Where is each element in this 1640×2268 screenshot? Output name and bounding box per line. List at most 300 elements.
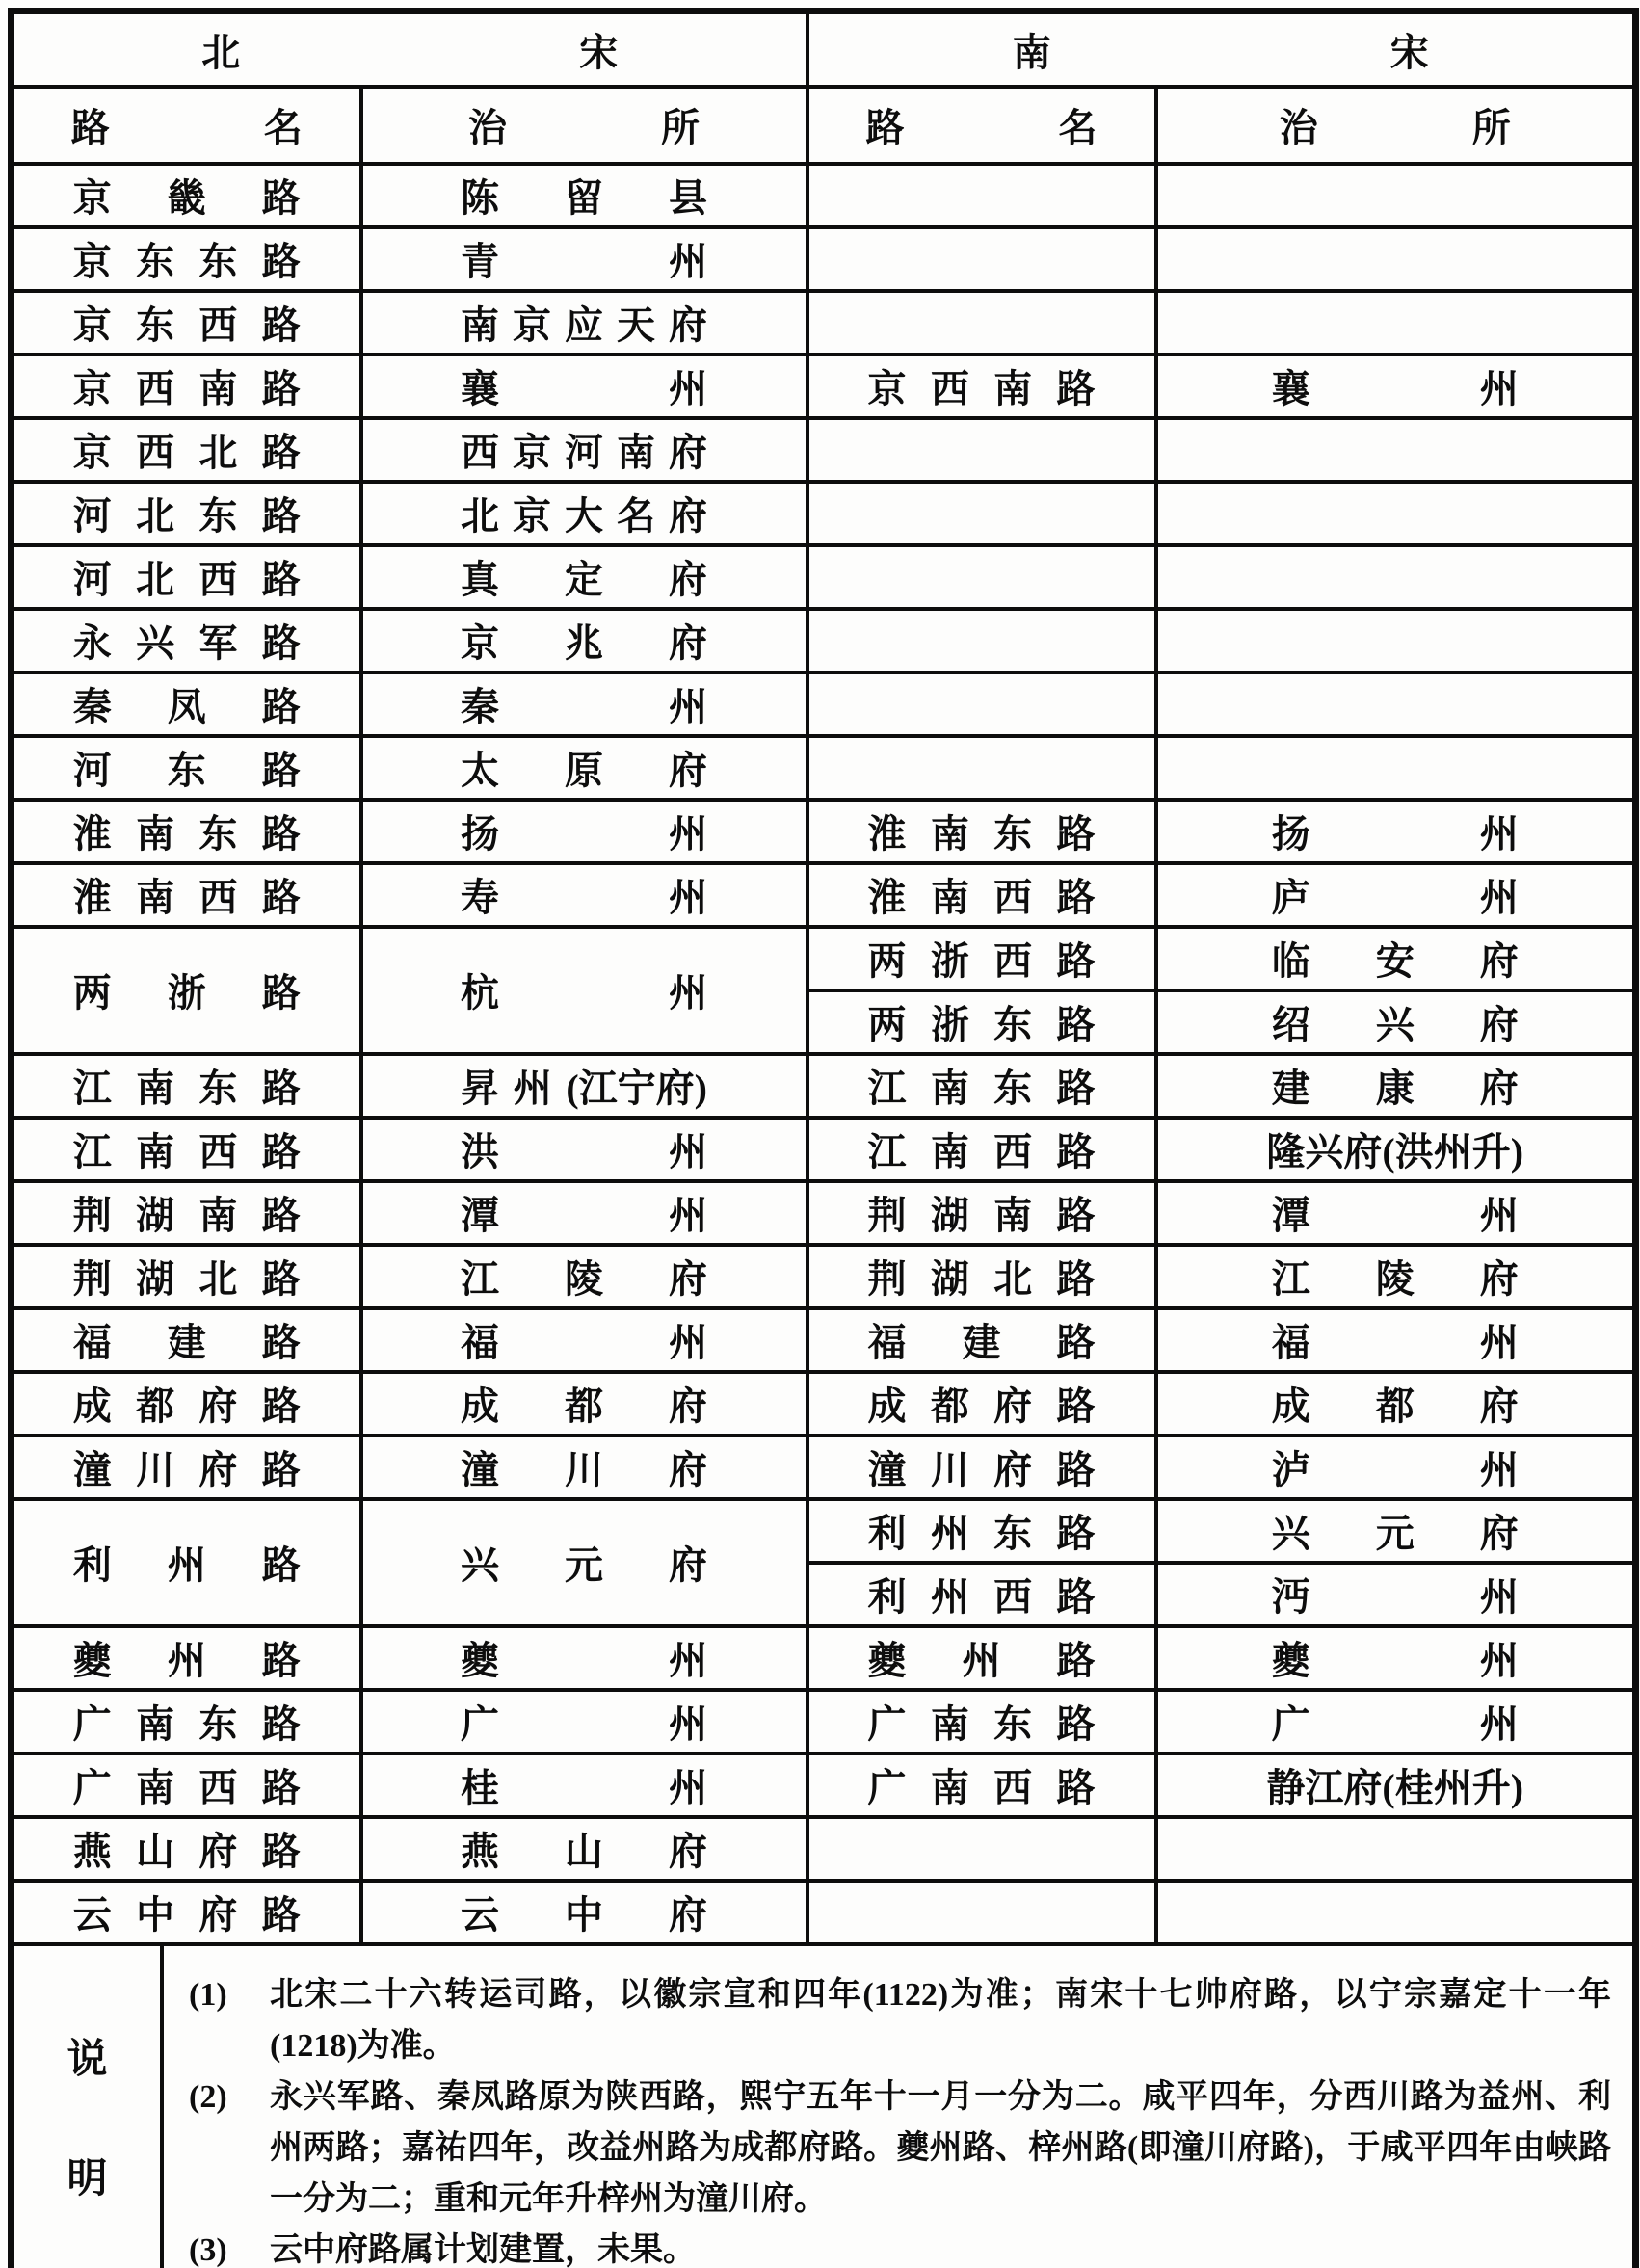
char: 广 bbox=[867, 1702, 907, 1746]
seat-text bbox=[1272, 1567, 1519, 1622]
char: 路 bbox=[261, 558, 301, 601]
char: 江 bbox=[1305, 1766, 1344, 1809]
route-text bbox=[73, 613, 301, 668]
char: 兴 bbox=[461, 1543, 499, 1587]
char: 荆 bbox=[867, 1194, 907, 1237]
char: 南 bbox=[136, 876, 175, 919]
route-text bbox=[73, 1694, 301, 1749]
seat-text bbox=[1272, 1439, 1519, 1494]
char: 州 bbox=[930, 1512, 969, 1555]
char: 府 bbox=[993, 1385, 1033, 1428]
char: 路 bbox=[1056, 1385, 1096, 1428]
char: 江 bbox=[72, 1130, 112, 1174]
seat-text bbox=[1272, 1630, 1519, 1685]
seat-text bbox=[1272, 867, 1519, 922]
char: 路 bbox=[261, 1448, 301, 1491]
char: 宋 bbox=[579, 30, 619, 74]
note-text: 永兴军路、秦凤路原为陕西路，熙宁五年十一月一分为二。咸平四年，分西川路为益州、利州两路；嘉祐四年，改益州路为成都府路。夔州路、梓州路(即潼川府路)，于咸平四年由峡路一分为二；重和元年升梓州为潼川府。 bbox=[270, 2078, 1611, 2217]
char: 湖 bbox=[930, 1194, 969, 1237]
seat-text bbox=[1272, 358, 1519, 413]
char: 州 bbox=[669, 812, 707, 856]
char: 西 bbox=[930, 367, 969, 410]
char: 西 bbox=[198, 1130, 238, 1174]
seat-cell bbox=[1156, 1372, 1636, 1436]
char: 路 bbox=[1056, 876, 1096, 919]
note-item bbox=[164, 2071, 1611, 2225]
char: 襄 bbox=[1271, 367, 1310, 410]
seat-text bbox=[461, 1185, 707, 1240]
char: 宋 bbox=[1389, 30, 1429, 74]
char: 州 bbox=[1479, 1194, 1519, 1237]
char: 西 bbox=[198, 1766, 238, 1809]
route-cell bbox=[12, 1118, 361, 1181]
route-cell bbox=[12, 863, 361, 927]
char: 成 bbox=[1271, 1385, 1310, 1428]
char: 州 bbox=[1479, 1702, 1519, 1746]
char: 东 bbox=[993, 1003, 1033, 1046]
seat-cell bbox=[361, 927, 807, 1054]
seat-cell bbox=[1156, 1563, 1636, 1626]
seat-text bbox=[461, 676, 707, 731]
char: 夔 bbox=[461, 1639, 499, 1682]
route-cell bbox=[807, 1499, 1156, 1563]
char: 州 bbox=[669, 1702, 707, 1746]
char: 北 bbox=[461, 494, 499, 538]
route-text bbox=[73, 1439, 301, 1494]
char: 州 bbox=[1479, 1321, 1519, 1364]
seat-text bbox=[461, 1630, 707, 1685]
char: 府 bbox=[669, 1830, 707, 1873]
char: 州 bbox=[930, 1575, 969, 1619]
char: 两 bbox=[867, 1003, 907, 1046]
route-text bbox=[73, 231, 301, 286]
char: 燕 bbox=[461, 1830, 499, 1873]
char: 湖 bbox=[930, 1257, 969, 1301]
char: 京 bbox=[72, 431, 112, 474]
char: 路 bbox=[261, 621, 301, 665]
char: 东 bbox=[198, 1067, 238, 1110]
char: 山 bbox=[565, 1830, 603, 1873]
route-text bbox=[868, 994, 1096, 1049]
seat-text bbox=[461, 231, 707, 286]
route-text bbox=[73, 1885, 301, 1939]
seat-cell bbox=[361, 800, 807, 863]
char: 治 bbox=[468, 106, 507, 149]
char: (江宁府) bbox=[566, 1067, 707, 1110]
route-cell bbox=[807, 418, 1156, 482]
char: 州 bbox=[669, 367, 707, 410]
route-cell bbox=[807, 927, 1156, 990]
seat-cell bbox=[1156, 672, 1636, 736]
seat-text bbox=[1272, 1249, 1519, 1304]
char: 京 bbox=[72, 303, 112, 347]
route-cell bbox=[807, 1181, 1156, 1245]
char: 东 bbox=[198, 494, 238, 538]
char: 路 bbox=[1056, 1702, 1096, 1746]
route-cell bbox=[12, 1054, 361, 1118]
seat-cell bbox=[361, 672, 807, 736]
table-row bbox=[12, 672, 1636, 736]
seat-cell bbox=[1156, 227, 1636, 291]
char: 定 bbox=[565, 558, 603, 601]
char: 州 bbox=[167, 1639, 206, 1682]
note-number: (1) bbox=[189, 1976, 227, 2013]
route-cell bbox=[807, 609, 1156, 672]
notes-section bbox=[12, 1944, 1636, 2268]
char: 西 bbox=[198, 876, 238, 919]
seat-text bbox=[461, 1535, 707, 1590]
table-row bbox=[12, 800, 1636, 863]
char: 兆 bbox=[565, 621, 603, 665]
notes-label bbox=[14, 1946, 164, 2268]
notes-cell bbox=[12, 1944, 1636, 2268]
seat-text bbox=[461, 1694, 707, 1749]
char: 成 bbox=[72, 1385, 112, 1428]
char: 南 bbox=[136, 1766, 175, 1809]
char: 东 bbox=[993, 1702, 1033, 1746]
route-text bbox=[73, 549, 301, 604]
char: 成 bbox=[867, 1385, 907, 1428]
char: 州 bbox=[669, 1321, 707, 1364]
char: 府 bbox=[993, 1448, 1033, 1491]
char: 南 bbox=[930, 1067, 969, 1110]
table-row bbox=[12, 164, 1636, 227]
route-cell bbox=[807, 863, 1156, 927]
header-south-song bbox=[807, 12, 1636, 87]
char: 路 bbox=[261, 1543, 301, 1587]
char: 广 bbox=[461, 1702, 499, 1746]
char: 州 bbox=[1479, 876, 1519, 919]
char: 州 bbox=[1479, 1448, 1519, 1491]
char: 潼 bbox=[867, 1448, 907, 1491]
seat-text bbox=[461, 1885, 707, 1939]
char: 都 bbox=[930, 1385, 969, 1428]
char: 秦 bbox=[72, 685, 112, 728]
char: 路 bbox=[261, 1702, 301, 1746]
char: 州 bbox=[669, 240, 707, 283]
route-text bbox=[868, 1694, 1096, 1749]
char: 京 bbox=[72, 176, 112, 220]
seat-cell bbox=[361, 227, 807, 291]
route-cell bbox=[807, 1817, 1156, 1881]
char: 东 bbox=[993, 812, 1033, 856]
table-row bbox=[12, 291, 1636, 355]
char: 府 bbox=[1479, 1385, 1519, 1428]
char: 福 bbox=[461, 1321, 499, 1364]
note-text: 北宋二十六转运司路，以徽宗宣和四年(1122)为准；南宋十七帅府路，以宁宗嘉定十一年(1218)为准。 bbox=[270, 1976, 1611, 2064]
seat-text bbox=[461, 740, 707, 795]
seat-cell bbox=[1156, 1881, 1636, 1944]
route-text bbox=[868, 1249, 1096, 1304]
char: 川 bbox=[136, 1448, 175, 1491]
char: 南 bbox=[930, 1766, 969, 1809]
char: 中 bbox=[565, 1893, 603, 1937]
seat-text bbox=[461, 1249, 707, 1304]
char: 路 bbox=[261, 176, 301, 220]
char: 建 bbox=[962, 1321, 1001, 1364]
seat-cell bbox=[1156, 545, 1636, 609]
route-text bbox=[73, 804, 301, 858]
seat-text bbox=[461, 1312, 707, 1367]
route-text bbox=[73, 1757, 301, 1812]
table-row bbox=[12, 1626, 1636, 1690]
char: 中 bbox=[136, 1893, 175, 1937]
char: 府 bbox=[669, 558, 707, 601]
char: 潭 bbox=[461, 1194, 499, 1237]
seat-text bbox=[461, 422, 707, 477]
route-cell bbox=[12, 609, 361, 672]
route-text bbox=[868, 1121, 1096, 1176]
table-row bbox=[12, 1054, 1636, 1118]
route-text bbox=[73, 1185, 301, 1240]
route-cell bbox=[807, 990, 1156, 1054]
char: 名 bbox=[617, 494, 655, 538]
char: 陵 bbox=[565, 1257, 603, 1301]
char: 潼 bbox=[72, 1448, 112, 1491]
route-text bbox=[868, 1376, 1096, 1431]
note-item bbox=[164, 2225, 1611, 2268]
seat-text bbox=[461, 1058, 707, 1113]
route-cell bbox=[807, 1245, 1156, 1308]
char: 府 bbox=[198, 1830, 238, 1873]
column-header-seat-north bbox=[361, 87, 807, 164]
seat-cell bbox=[361, 1372, 807, 1436]
char: 路 bbox=[70, 106, 110, 149]
char: 县 bbox=[669, 176, 707, 220]
seat-cell bbox=[1156, 800, 1636, 863]
seat-cell bbox=[1156, 1754, 1636, 1817]
char: 江 bbox=[461, 1257, 499, 1301]
char: 河 bbox=[565, 431, 603, 474]
char: 利 bbox=[867, 1512, 907, 1555]
route-text bbox=[73, 358, 301, 413]
char: 府 bbox=[669, 1448, 707, 1491]
route-text bbox=[73, 486, 301, 541]
char: 西 bbox=[993, 876, 1033, 919]
char: 州 bbox=[669, 685, 707, 728]
seat-text bbox=[461, 1821, 707, 1876]
char: 江 bbox=[72, 1067, 112, 1110]
route-cell bbox=[807, 355, 1156, 418]
char: 大 bbox=[565, 494, 603, 538]
char: 南 bbox=[993, 1194, 1033, 1237]
char: 元 bbox=[1375, 1512, 1415, 1555]
route-cell bbox=[12, 291, 361, 355]
char: 隆 bbox=[1266, 1130, 1306, 1174]
table-row bbox=[12, 927, 1636, 990]
table-row bbox=[12, 1245, 1636, 1308]
char: 路 bbox=[261, 1321, 301, 1364]
char: 安 bbox=[1375, 939, 1415, 983]
char: 元 bbox=[565, 1543, 603, 1587]
route-text bbox=[868, 1439, 1096, 1494]
char: 路 bbox=[1056, 1766, 1096, 1809]
char: 东 bbox=[993, 1512, 1033, 1555]
seat-text bbox=[1272, 1503, 1519, 1558]
char: 浙 bbox=[930, 1003, 969, 1046]
char: 东 bbox=[198, 812, 238, 856]
notes-row bbox=[12, 1944, 1636, 2268]
route-cell bbox=[12, 482, 361, 545]
char: 淮 bbox=[867, 876, 907, 919]
char: 福 bbox=[1271, 1321, 1310, 1364]
route-cell bbox=[12, 418, 361, 482]
char: 浙 bbox=[167, 971, 206, 1015]
char: 南 bbox=[617, 431, 655, 474]
char: 湖 bbox=[136, 1257, 175, 1301]
char: 南 bbox=[136, 1702, 175, 1746]
char: 路 bbox=[1056, 1575, 1096, 1619]
table-row bbox=[12, 1372, 1636, 1436]
seat-cell bbox=[361, 1626, 807, 1690]
seat-cell bbox=[361, 1436, 807, 1499]
seat-cell bbox=[1156, 1181, 1636, 1245]
route-cell bbox=[12, 227, 361, 291]
char: 两 bbox=[72, 971, 112, 1015]
seat-cell bbox=[361, 1817, 807, 1881]
route-cell bbox=[807, 800, 1156, 863]
seat-cell bbox=[1156, 1690, 1636, 1754]
route-cell bbox=[12, 672, 361, 736]
char: 天 bbox=[617, 303, 655, 347]
header-north-song bbox=[12, 12, 807, 87]
char: 西 bbox=[198, 303, 238, 347]
char: 南 bbox=[136, 1130, 175, 1174]
char: 陈 bbox=[461, 176, 499, 220]
char: 府 bbox=[669, 1893, 707, 1937]
seat-cell bbox=[1156, 418, 1636, 482]
char: 府 bbox=[1479, 1257, 1519, 1301]
char: 江 bbox=[1271, 1257, 1310, 1301]
char: 东 bbox=[993, 1067, 1033, 1110]
char: 凤 bbox=[167, 685, 206, 728]
char: 府 bbox=[669, 621, 707, 665]
char: 路 bbox=[261, 431, 301, 474]
route-cell bbox=[12, 1754, 361, 1817]
char: 太 bbox=[461, 749, 499, 792]
char: 夔 bbox=[1271, 1639, 1310, 1682]
route-text bbox=[868, 358, 1096, 413]
char: 南 bbox=[930, 1130, 969, 1174]
route-text bbox=[73, 1312, 301, 1367]
char: 湖 bbox=[136, 1194, 175, 1237]
char: 府 bbox=[669, 494, 707, 538]
route-cell bbox=[807, 291, 1156, 355]
char: 府 bbox=[669, 1257, 707, 1301]
seat-text bbox=[1272, 1312, 1519, 1367]
char: 府 bbox=[669, 303, 707, 347]
route-cell bbox=[807, 545, 1156, 609]
column-header-seat-text bbox=[1280, 97, 1511, 152]
route-text bbox=[73, 1535, 301, 1590]
route-cell bbox=[12, 1372, 361, 1436]
char: 南 bbox=[930, 1702, 969, 1746]
char: 州 bbox=[1479, 812, 1519, 856]
char: 州 bbox=[513, 1067, 552, 1110]
char: 所 bbox=[1471, 106, 1511, 149]
char: 东 bbox=[167, 749, 206, 792]
route-text bbox=[73, 1121, 301, 1176]
notes-body bbox=[164, 1946, 1632, 2268]
char: 府 bbox=[198, 1893, 238, 1937]
char: 静 bbox=[1266, 1766, 1306, 1809]
route-cell bbox=[807, 1881, 1156, 1944]
seat-text bbox=[461, 1439, 707, 1494]
char: 扬 bbox=[1271, 812, 1310, 856]
seat-cell bbox=[1156, 927, 1636, 990]
seat-text bbox=[1272, 1185, 1519, 1240]
char: 西 bbox=[461, 431, 499, 474]
route-cell bbox=[12, 164, 361, 227]
char: 府 bbox=[1479, 939, 1519, 983]
column-header-seat-text bbox=[468, 97, 700, 152]
seat-cell bbox=[361, 1181, 807, 1245]
char: 北 bbox=[136, 558, 175, 601]
char: 江 bbox=[867, 1130, 907, 1174]
char: 扬 bbox=[461, 812, 499, 856]
seat-cell bbox=[361, 164, 807, 227]
char: 京 bbox=[72, 367, 112, 410]
char: 荆 bbox=[867, 1257, 907, 1301]
char: 南 bbox=[136, 1067, 175, 1110]
seat-cell bbox=[361, 1499, 807, 1626]
char: 北 bbox=[198, 431, 238, 474]
char: 兴 bbox=[1271, 1512, 1310, 1555]
table-row bbox=[12, 1499, 1636, 1563]
char: 路 bbox=[261, 1130, 301, 1174]
char: 府 bbox=[669, 1385, 707, 1428]
route-text bbox=[73, 1376, 301, 1431]
char: 西 bbox=[136, 367, 175, 410]
seat-cell bbox=[1156, 291, 1636, 355]
char: 南 bbox=[930, 812, 969, 856]
char: 临 bbox=[1271, 939, 1310, 983]
route-text bbox=[868, 1503, 1096, 1558]
char: 西 bbox=[993, 1130, 1033, 1174]
char: 京 bbox=[867, 367, 907, 410]
char: 南 bbox=[930, 876, 969, 919]
char: 路 bbox=[1056, 1512, 1096, 1555]
char: 昇 bbox=[461, 1067, 499, 1110]
char: 路 bbox=[261, 749, 301, 792]
seat-text bbox=[1272, 1376, 1519, 1431]
char: 川 bbox=[930, 1448, 969, 1491]
char: 东 bbox=[198, 240, 238, 283]
column-header-seat-south bbox=[1156, 87, 1636, 164]
char: 兴 bbox=[1375, 1003, 1415, 1046]
char: 府 bbox=[1479, 1003, 1519, 1046]
seat-cell bbox=[361, 1118, 807, 1181]
char: 北 bbox=[136, 494, 175, 538]
route-cell bbox=[807, 164, 1156, 227]
seat-cell bbox=[1156, 1626, 1636, 1690]
char: 府 bbox=[1479, 1067, 1519, 1110]
char: 路 bbox=[1056, 1130, 1096, 1174]
notes-wrap bbox=[14, 1946, 1632, 2268]
route-cell bbox=[807, 227, 1156, 291]
note-number: (3) bbox=[189, 2231, 227, 2268]
char: 西 bbox=[198, 558, 238, 601]
char: 京 bbox=[72, 240, 112, 283]
char: 路 bbox=[1056, 812, 1096, 856]
char: 府 bbox=[669, 431, 707, 474]
route-cell bbox=[807, 482, 1156, 545]
char: (洪州升) bbox=[1382, 1130, 1524, 1174]
char: 留 bbox=[565, 176, 603, 220]
route-text bbox=[73, 422, 301, 477]
char: 北 bbox=[993, 1257, 1033, 1301]
route-cell bbox=[12, 1626, 361, 1690]
